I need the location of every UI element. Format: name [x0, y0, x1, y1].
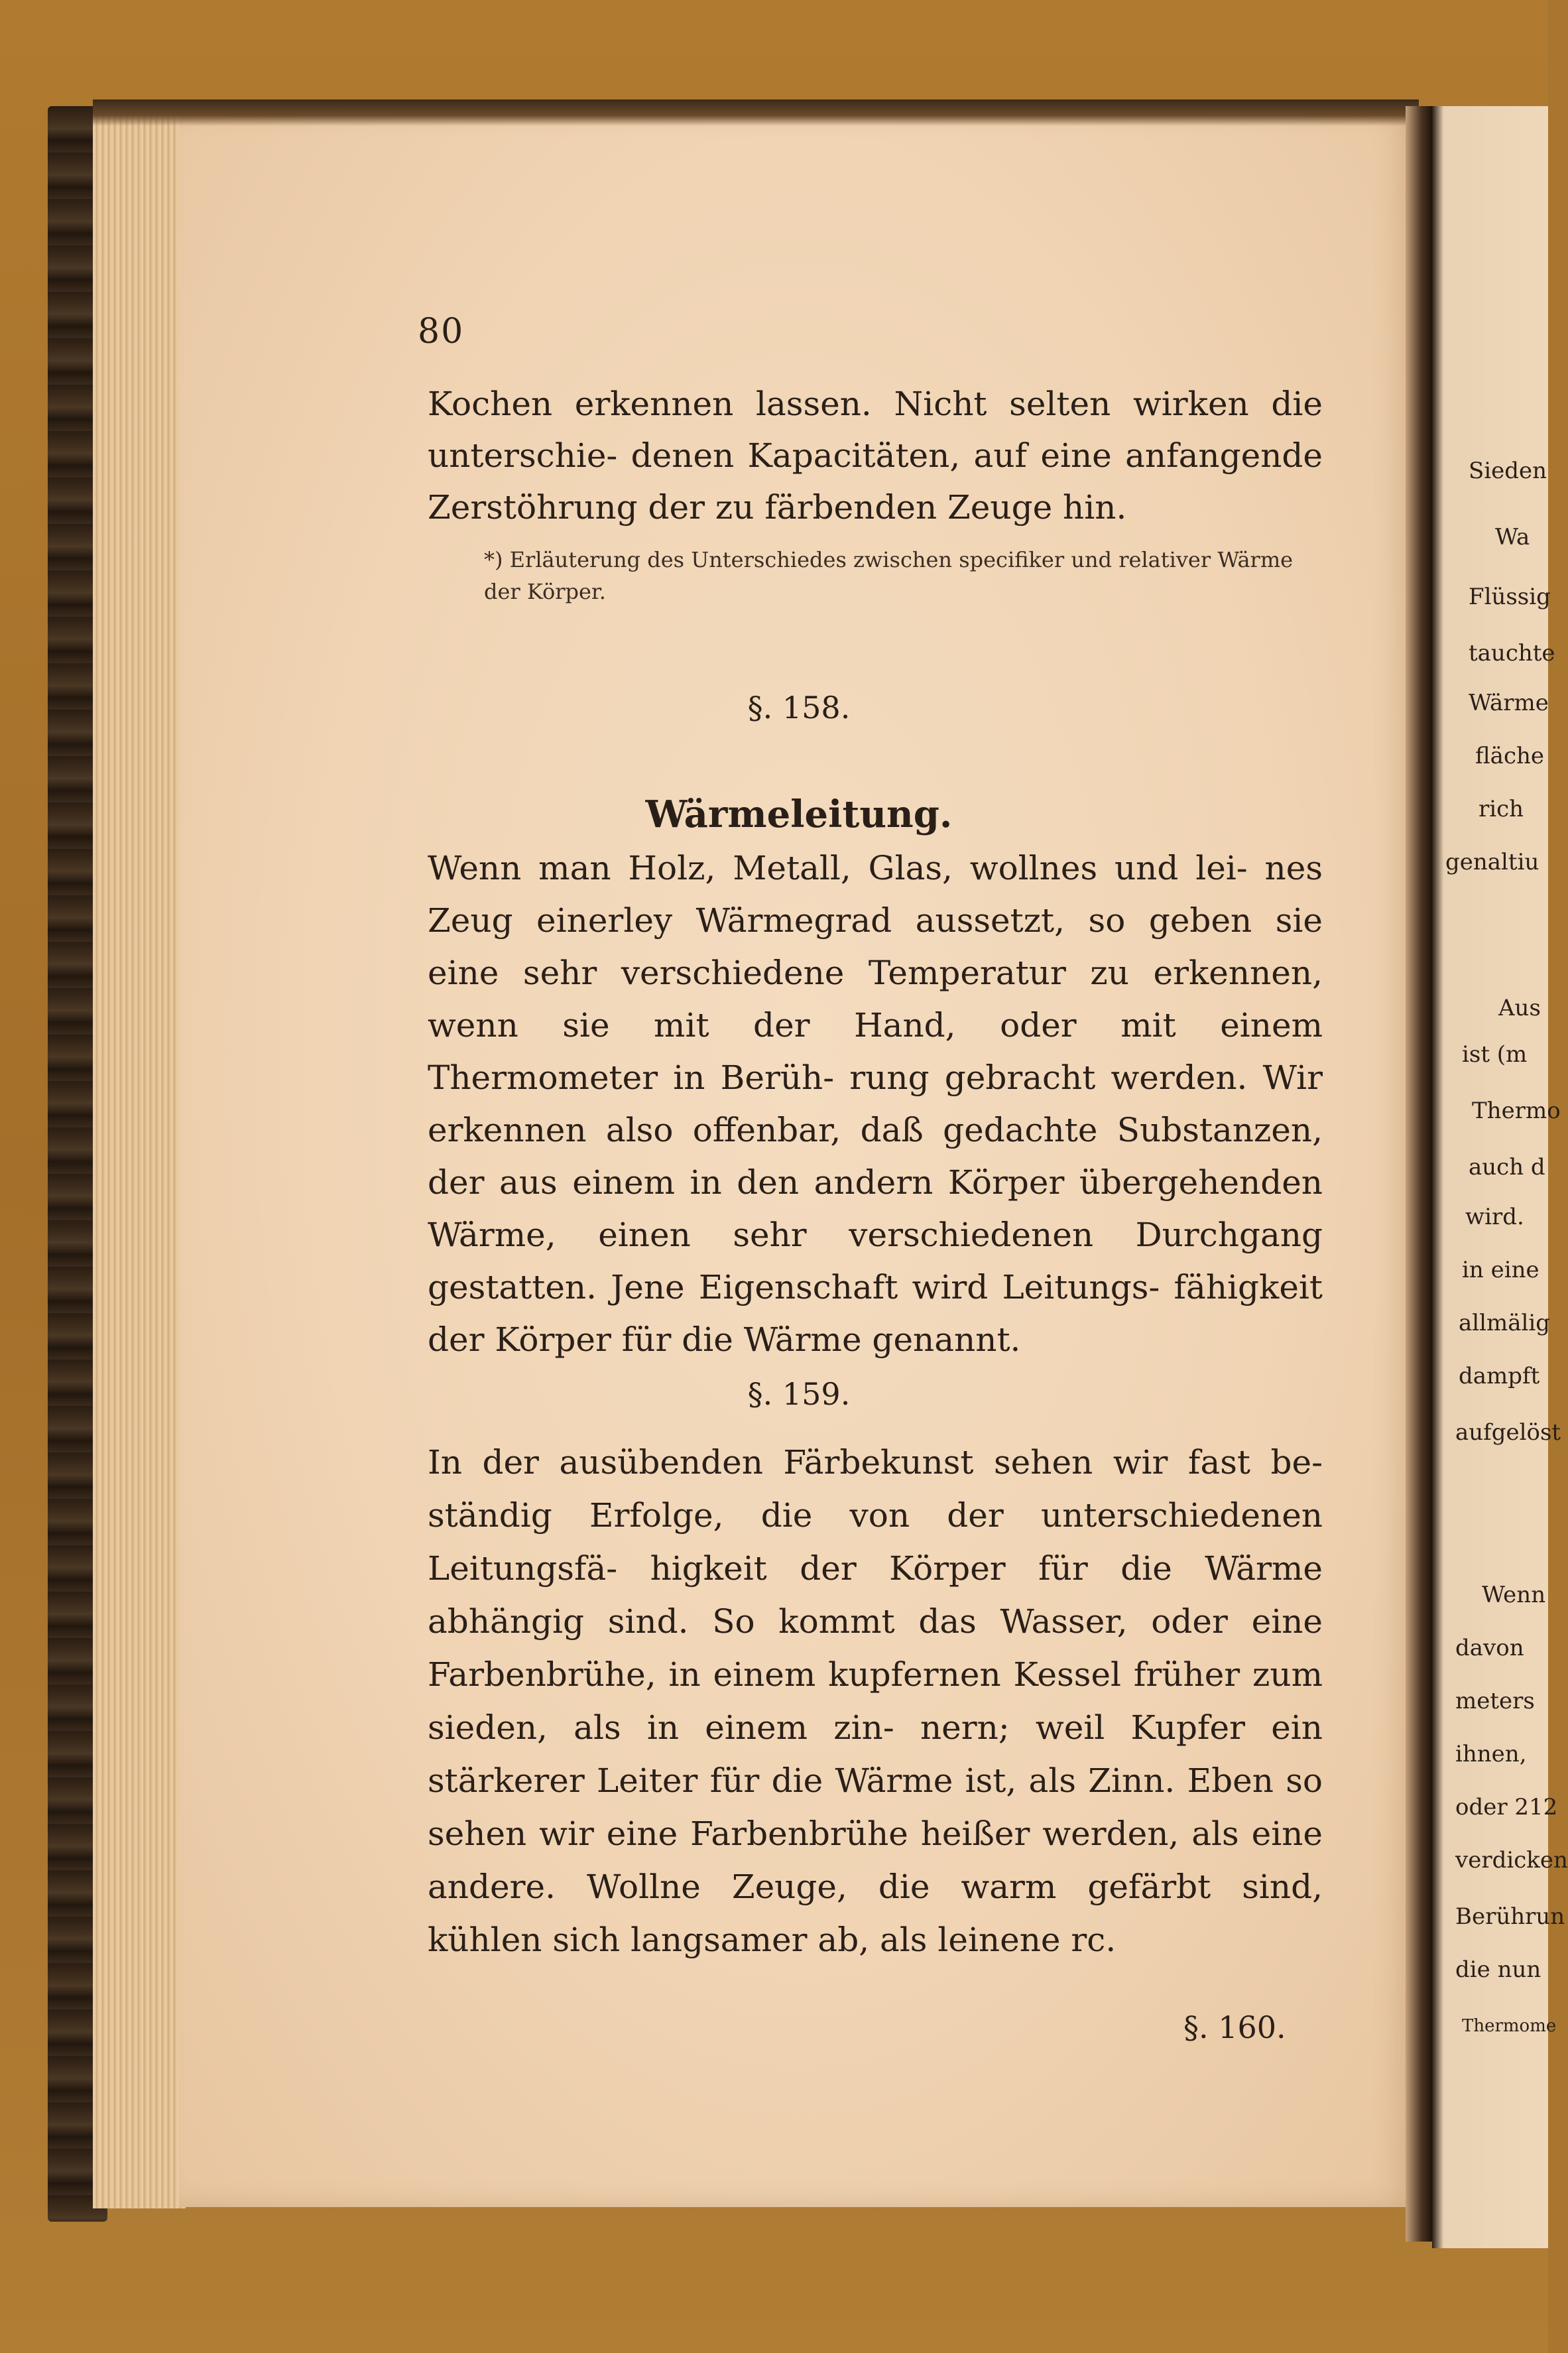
section-text-159: In der ausübenden Färbekunst sehen wir fast be- ständig Erfolge, die von der unterschiedenen Leitungsfä- higkeit der Körper für die Wärme abhängig sind. So kommt das Wasser, oder eine Farbenbrühe, in einem kupfernen Kessel früher zum sieden, als in einem zin- nern; weil Kupfer ein stärkerer Leiter für die Wärme ist, als Zinn. Eben so sehen wir eine Farbenbrühe heißer werden, als eine andere. Wollne Zeuge, die warm gefärbt sind, kühlen sich langsamer ab, als leinene rc.: [428, 1443, 1323, 1959]
facing-fragment: Sieden: [1469, 458, 1547, 484]
facing-fragment: Flüssig: [1469, 584, 1551, 610]
facing-fragment: Thermome: [1462, 2016, 1557, 2036]
section-text-158: Wenn man Holz, Metall, Glas, wollnes und lei- nes Zeug einerley Wärmegrad aussetzt, so geben sie eine sehr verschiedene Temperatur zu erkennen, wenn sie mit der Hand, oder mit einem Thermometer in Berüh- rung gebracht werden. Wir erkennen also offenbar, daß gedachte Substanzen, der aus einem in den andern Körper übergehenden Wärme, einen sehr verschiedenen Durchgang gestatten. Jene Eigenschaft wird Leitungs- fähigkeit der Körper für die Wärme genannt.: [428, 849, 1323, 1359]
facing-fragment: wird.: [1465, 1204, 1524, 1230]
facing-fragment: ihnen,: [1455, 1741, 1527, 1767]
facing-fragment: auch d: [1469, 1154, 1545, 1180]
facing-fragment: tauchte: [1469, 640, 1555, 667]
facing-fragment: verdicken: [1455, 1847, 1568, 1874]
facing-fragment: rich: [1478, 796, 1524, 822]
intro-paragraph: Kochen erkennen lassen. Nicht selten wirken die unterschie- denen Kapacitäten, auf eine anfangende Zerstöhrung der zu färbenden Zeuge hin.: [428, 385, 1323, 527]
book-gutter: [1406, 106, 1432, 2242]
facing-fragment: aufgelöst: [1455, 1419, 1561, 1446]
facing-fragment: fläche: [1475, 743, 1545, 769]
facing-fragment: Thermo: [1472, 1098, 1561, 1124]
facing-fragment: meters: [1455, 1688, 1535, 1714]
section-title-158: Wärmeleitung.: [645, 793, 953, 836]
catchword: §. 160.: [1183, 2009, 1286, 2045]
page-stack-edges: [93, 113, 186, 2208]
facing-fragment: allmälig: [1459, 1310, 1551, 1336]
footnote: *) Erläuterung des Unterschiedes zwischen specifiker und relativer Wärme der Körper.: [484, 547, 1294, 604]
facing-fragment: Wa: [1495, 524, 1530, 550]
facing-fragment: Aus: [1498, 995, 1541, 1021]
section-number-158: §. 158.: [747, 690, 851, 726]
section-number-159: §. 159.: [747, 1376, 851, 1412]
facing-fragment: dampft: [1459, 1363, 1540, 1389]
facing-fragment: genaltiu: [1445, 849, 1539, 875]
facing-fragment: in eine: [1462, 1257, 1539, 1283]
facing-fragment: Wenn: [1482, 1582, 1546, 1608]
page-number: 80: [418, 312, 465, 351]
facing-fragment: Berührun: [1455, 1903, 1565, 1930]
page-top-shadow: [93, 99, 1419, 126]
facing-fragment: davon: [1455, 1635, 1524, 1661]
facing-fragment: die nun: [1455, 1956, 1541, 1983]
facing-fragment: oder 212: [1455, 1794, 1558, 1820]
facing-fragment: ist (m: [1462, 1041, 1528, 1068]
facing-fragment: Wärme: [1469, 690, 1549, 716]
